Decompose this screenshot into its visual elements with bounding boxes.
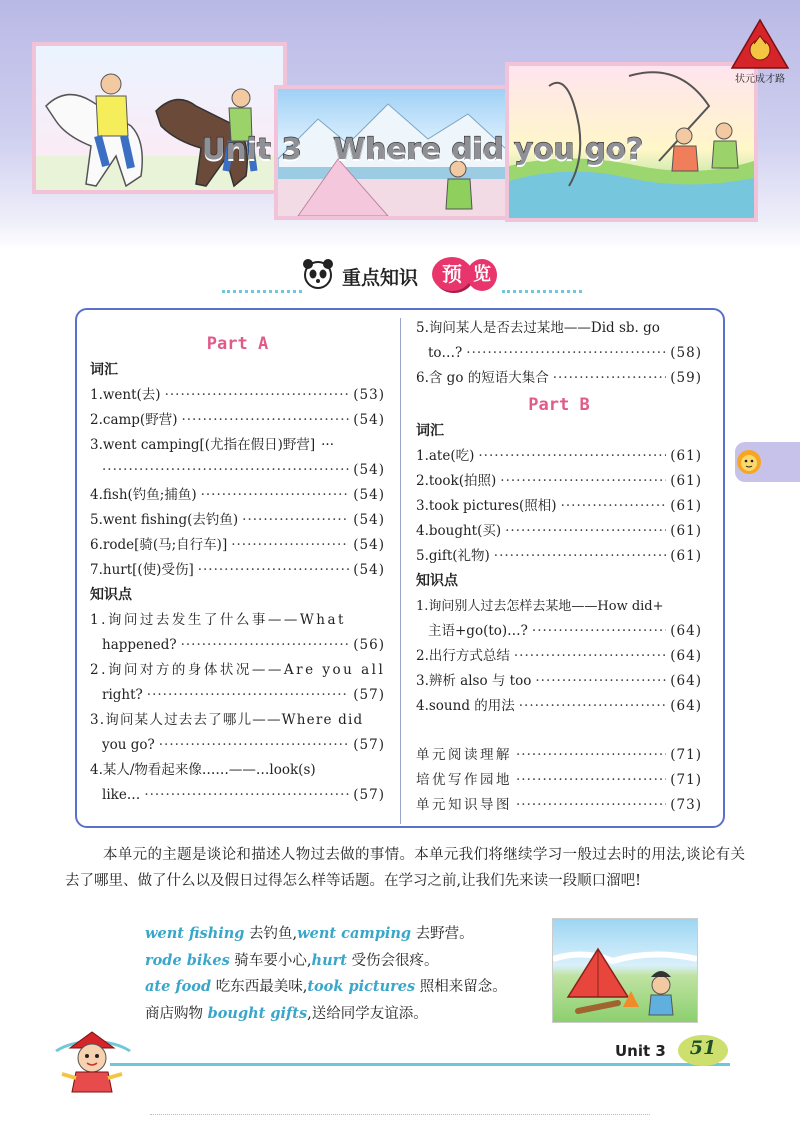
toc-entry[interactable]: 3.went camping[(尤指在假日)野营] ··· <box>90 437 334 453</box>
toc-entry-line2[interactable]: like… ····· (57) <box>90 783 385 808</box>
toc-entry[interactable]: 2.camp(野营) ····· (54) <box>90 408 385 433</box>
rhyme-line: 商店购物 bought gifts,送给同学友谊添。 <box>145 1004 428 1022</box>
toc-column-divider <box>400 318 401 824</box>
camping-illustration <box>552 918 698 1023</box>
part-b-letter: B <box>579 395 590 415</box>
toc-entry-line2[interactable]: 主语+go(to)…? ····· (64) <box>416 619 702 644</box>
rhyme-line: went fishing 去钓鱼,went camping 去野营。 <box>145 925 474 942</box>
part-b-heading <box>416 391 702 419</box>
vocab-heading-b: 词汇 <box>416 423 444 439</box>
toc-entry-line2[interactable]: happened? ····· (56) <box>90 633 385 658</box>
toc-entry[interactable]: 6.rode[骑(马;自行车)] ····· (54) <box>90 533 385 558</box>
toc-entry-line1[interactable]: 1.询问过去发生了什么事——What <box>90 612 346 628</box>
panda-icon <box>302 257 334 291</box>
part-b-label: Part <box>528 395 570 415</box>
dotted-rule-left <box>222 290 302 293</box>
toc-entry-continued[interactable]: ····· (54) <box>90 458 385 483</box>
toc-entry[interactable]: 2.出行方式总结 ····· (64) <box>416 644 702 669</box>
horse-riding-illustration <box>32 42 287 194</box>
preview-title: 重点知识 <box>342 267 419 289</box>
points-heading-b: 知识点 <box>416 573 458 589</box>
preview-badge-1: 预 <box>432 257 472 291</box>
part-a-heading <box>90 330 385 358</box>
footer-rule <box>110 1063 730 1066</box>
toc-entry[interactable]: 5.went fishing(去钓鱼) ····· (54) <box>90 508 385 533</box>
part-a-letter: A <box>257 334 269 354</box>
toc-entry-line1[interactable]: 2.询问对方的身体状况——Are you all <box>90 662 386 678</box>
toc-entry[interactable]: 4.bought(买) ····· (61) <box>416 519 702 544</box>
toc-entry[interactable]: 3.辨析 also 与 too ····· (64) <box>416 669 702 694</box>
rhyme-block <box>145 921 535 1027</box>
toc-entry-line1[interactable]: 1.询问别人过去怎样去某地——How did+ <box>416 599 664 614</box>
toc-entry-line2[interactable]: right? ····· (57) <box>90 683 385 708</box>
page-number: 51 <box>689 1037 717 1059</box>
toc-entry-line1[interactable]: 4.某人/物看起来像……——…look(s) <box>90 762 316 778</box>
toc-entry-line1[interactable]: 5.询问某人是否去过某地——Did sb. go <box>416 320 660 336</box>
toc-entry[interactable]: 1.ate(吃) ····· (61) <box>416 444 702 469</box>
toc-entry[interactable]: 5.gift(礼物) ····· (61) <box>416 544 702 569</box>
toc-entry[interactable]: 1.went(去) ····· (53) <box>90 383 385 408</box>
toc-entry[interactable]: 4.sound 的用法 ····· (64) <box>416 694 702 719</box>
toc-extra-entry[interactable]: 培优写作园地 ····· (71) <box>416 768 702 793</box>
toc-extra-entry[interactable]: 单元知识导图 ····· (73) <box>416 793 702 818</box>
toc-entry-line2[interactable]: you go? ····· (57) <box>90 733 385 758</box>
toc-entry[interactable]: 6.含 go 的短语大集合 ····· (59) <box>416 366 702 391</box>
points-heading-a: 知识点 <box>90 587 132 603</box>
toc-right-column <box>416 316 702 818</box>
preview-badge-2: 览 <box>467 259 497 291</box>
toc-left-column <box>90 330 385 808</box>
toc-extra-entry[interactable]: 单元阅读理解 ····· (71) <box>416 743 702 768</box>
toc-spacer <box>416 719 702 743</box>
part-a-label: Part <box>206 334 248 354</box>
unit-title: Unit 3 Where did you go? <box>202 132 644 166</box>
lion-face-icon <box>735 449 763 475</box>
vocab-heading-a: 词汇 <box>90 362 118 378</box>
footer-unit-label: Unit 3 <box>615 1042 666 1060</box>
unit-intro-paragraph: 本单元的主题是谈论和描述人物过去做的事情。本单元我们将继续学习一般过去时的用法,谈论有关去了哪里、做了什么以及假日过得怎么样等话题。在学习之前,让我们先来读一段顺口溜吧! <box>65 847 745 889</box>
rhyme-line: ate food 吃东西最美味,took pictures 照相来留念。 <box>145 978 507 995</box>
toc-entry-line1[interactable]: 3.询问某人过去去了哪儿——Where did <box>90 712 364 728</box>
toc-entry[interactable]: 2.took(拍照) ····· (61) <box>416 469 702 494</box>
toc-entry[interactable]: 7.hurt[(使)受伤] ····· (54) <box>90 558 385 583</box>
mascot-character <box>52 1028 132 1094</box>
dotted-rule-right <box>502 290 582 293</box>
toc-entry[interactable]: 3.took pictures(照相) ····· (61) <box>416 494 702 519</box>
toc-entry[interactable]: 4.fish(钓鱼;捕鱼) ····· (54) <box>90 483 385 508</box>
preview-heading <box>222 255 582 299</box>
toc-entry-line2[interactable]: to…? ····· (58) <box>416 341 702 366</box>
publisher-logo-text: 状元成才路 <box>735 74 785 85</box>
rhyme-line: rode bikes 骑车要小心,hurt 受伤会很疼。 <box>145 951 439 969</box>
bottom-watermark <box>150 1114 650 1127</box>
